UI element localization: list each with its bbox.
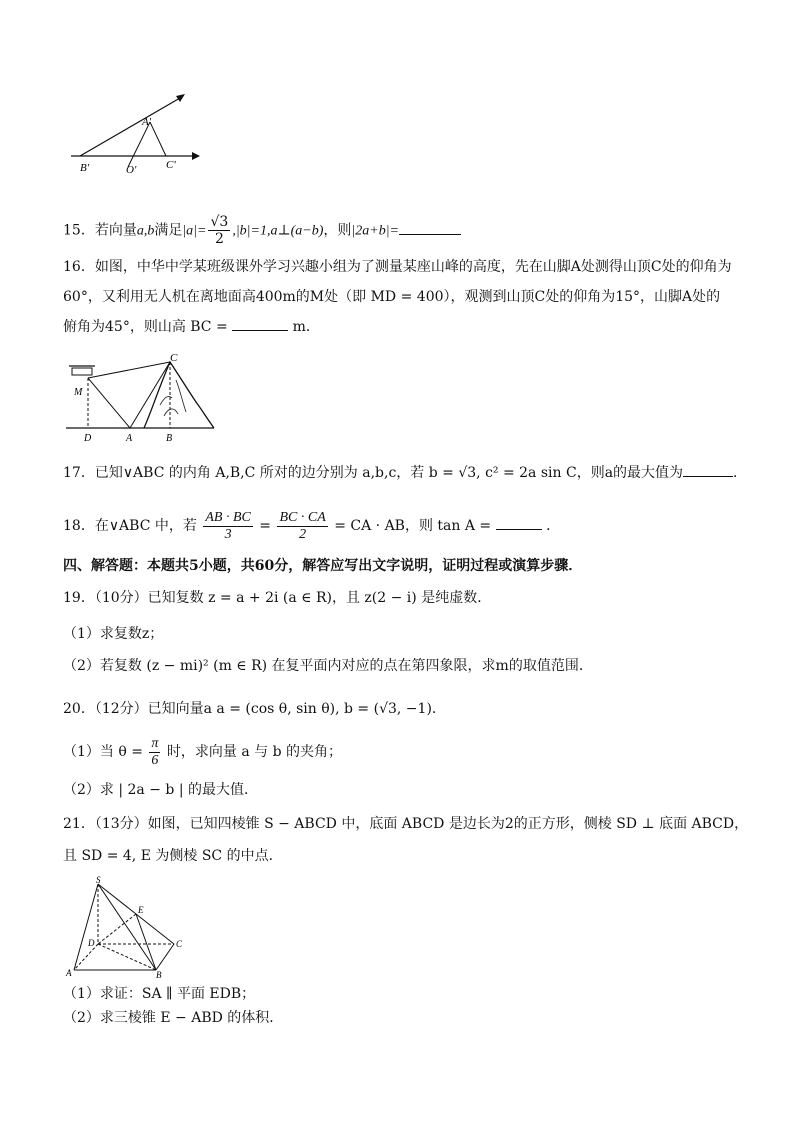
- q15-mid2: ，则: [323, 222, 352, 239]
- figure-angle-diagram: [66, 92, 206, 177]
- q18-f2-den: 2: [299, 526, 307, 542]
- q18-fraction-2: [277, 510, 327, 543]
- question-21-line2: 且 SD = 4, E 为侧棱 SC 的中点．: [63, 848, 283, 864]
- question-18: [63, 506, 560, 546]
- q18-answer-blank: [496, 515, 542, 530]
- q18-prefix: 18．在∨ABC 中，若: [63, 518, 197, 534]
- question-19-head: 19．（10分）已知复数 z = a + 2i (a ∈ R)，且 z(2 − i) 是纯虚数．: [63, 590, 492, 606]
- question-17: [63, 462, 747, 483]
- question-19-part2: （2）若复数 (z − mi)² (m ∈ R) 在复平面内对应的点在第四象限，求m的取值范围．: [63, 658, 593, 674]
- q16-line3-text: 俯角为45°，则山高 BC =: [63, 319, 228, 335]
- label-b-prime: B': [80, 162, 90, 174]
- label-o-prime: O': [126, 164, 137, 176]
- label-c: C: [170, 352, 178, 364]
- question-21-part1: （1）求证：SA ∥ 平面 EDB；: [63, 986, 256, 1002]
- label-c-prime: C': [166, 159, 176, 171]
- q16-answer-blank: [232, 316, 288, 331]
- q18-eq1: =: [259, 518, 272, 534]
- q20-pi-over-6: [149, 736, 160, 769]
- question-21-line1: 21．（13分）如图，已知四棱锥 S − ABCD 中，底面 ABCD 是边长为2的正方形，侧棱 SD ⊥ 底面 ABCD，: [63, 816, 749, 832]
- label-b: B: [156, 970, 162, 980]
- q18-fraction-1: [203, 510, 253, 543]
- q15-answer-blank: [399, 220, 461, 235]
- question-16-line3: [63, 316, 320, 337]
- question-20-part1: [63, 734, 342, 770]
- q18-f2-num: BC · CA: [279, 509, 326, 525]
- q15-mid1: 满足: [154, 222, 183, 239]
- q15-expr: |2a+b|=: [351, 223, 399, 239]
- q20-p1-end: 时，求向量 a 与 b 的夹角；: [166, 744, 342, 760]
- q18-eq2: = CA · AB，则 tan A =: [334, 518, 492, 534]
- question-15: [63, 214, 461, 247]
- q18-end: ．: [546, 518, 561, 534]
- q15-vectors: a,b: [136, 223, 155, 239]
- q20-pi: π: [151, 735, 159, 751]
- label-a-prime: A': [142, 116, 152, 128]
- q15-frac-num: √3: [210, 214, 229, 230]
- label-c: C: [176, 939, 183, 949]
- question-16-line2: 60°，又利用无人机在离地面高400m的M处（即 MD = 400），观测到山顶C处的仰角为15°，山脚A处的: [63, 289, 721, 305]
- figure-mountain-diagram: [64, 350, 224, 445]
- label-b: B: [166, 433, 173, 444]
- question-20-part2: （2）求 | 2a − b | 的最大值．: [63, 782, 258, 798]
- label-m: M: [74, 387, 83, 398]
- q15-prefix: 15．若向量: [63, 222, 137, 239]
- q18-f1-den: 3: [224, 526, 232, 542]
- label-a: A: [66, 968, 72, 978]
- q20-p1-start: （1）当 θ =: [63, 744, 143, 760]
- question-16-line1: 16．如图，中华中学某班级课外学习兴趣小组为了测量某座山峰的高度，先在山脚A处测得山顶C处的仰角为: [63, 259, 732, 275]
- label-d: D: [88, 938, 95, 948]
- q15-fraction: [208, 214, 230, 247]
- question-21-part2: （2）求三棱锥 E − ABD 的体积．: [63, 1010, 284, 1026]
- section-4-heading: 四、解答题：本题共5小题，共60分，解答应写出文字说明，证明过程或演算步骤．: [63, 558, 583, 574]
- q16-unit: m．: [292, 319, 320, 335]
- figure-pyramid-diagram: [62, 876, 192, 982]
- q18-f1-num: AB · BC: [205, 509, 251, 525]
- q15-cond2: ,|b|=1,a⊥(a−b): [232, 223, 324, 239]
- q17-answer-blank: [683, 462, 733, 477]
- q17-text: 17．已知∨ABC 的内角 A,B,C 所对的边分别为 a,b,c，若 b = √3, c² = 2a sin C，则a的最大值为: [63, 465, 684, 481]
- question-19-part1: （1）求复数z；: [63, 626, 164, 642]
- q15-frac-den: 2: [214, 231, 224, 247]
- label-a: A: [126, 433, 133, 444]
- q17-end: ．: [733, 465, 748, 481]
- label-d: D: [84, 433, 92, 444]
- label-s: S: [96, 876, 101, 885]
- q15-cond1: |a|=: [182, 223, 207, 239]
- label-e: E: [138, 905, 144, 915]
- q20-six: 6: [151, 752, 159, 768]
- question-20-head: 20．（12分）已知向量a a = (cos θ, sin θ), b = (√3, −1)．: [63, 701, 446, 717]
